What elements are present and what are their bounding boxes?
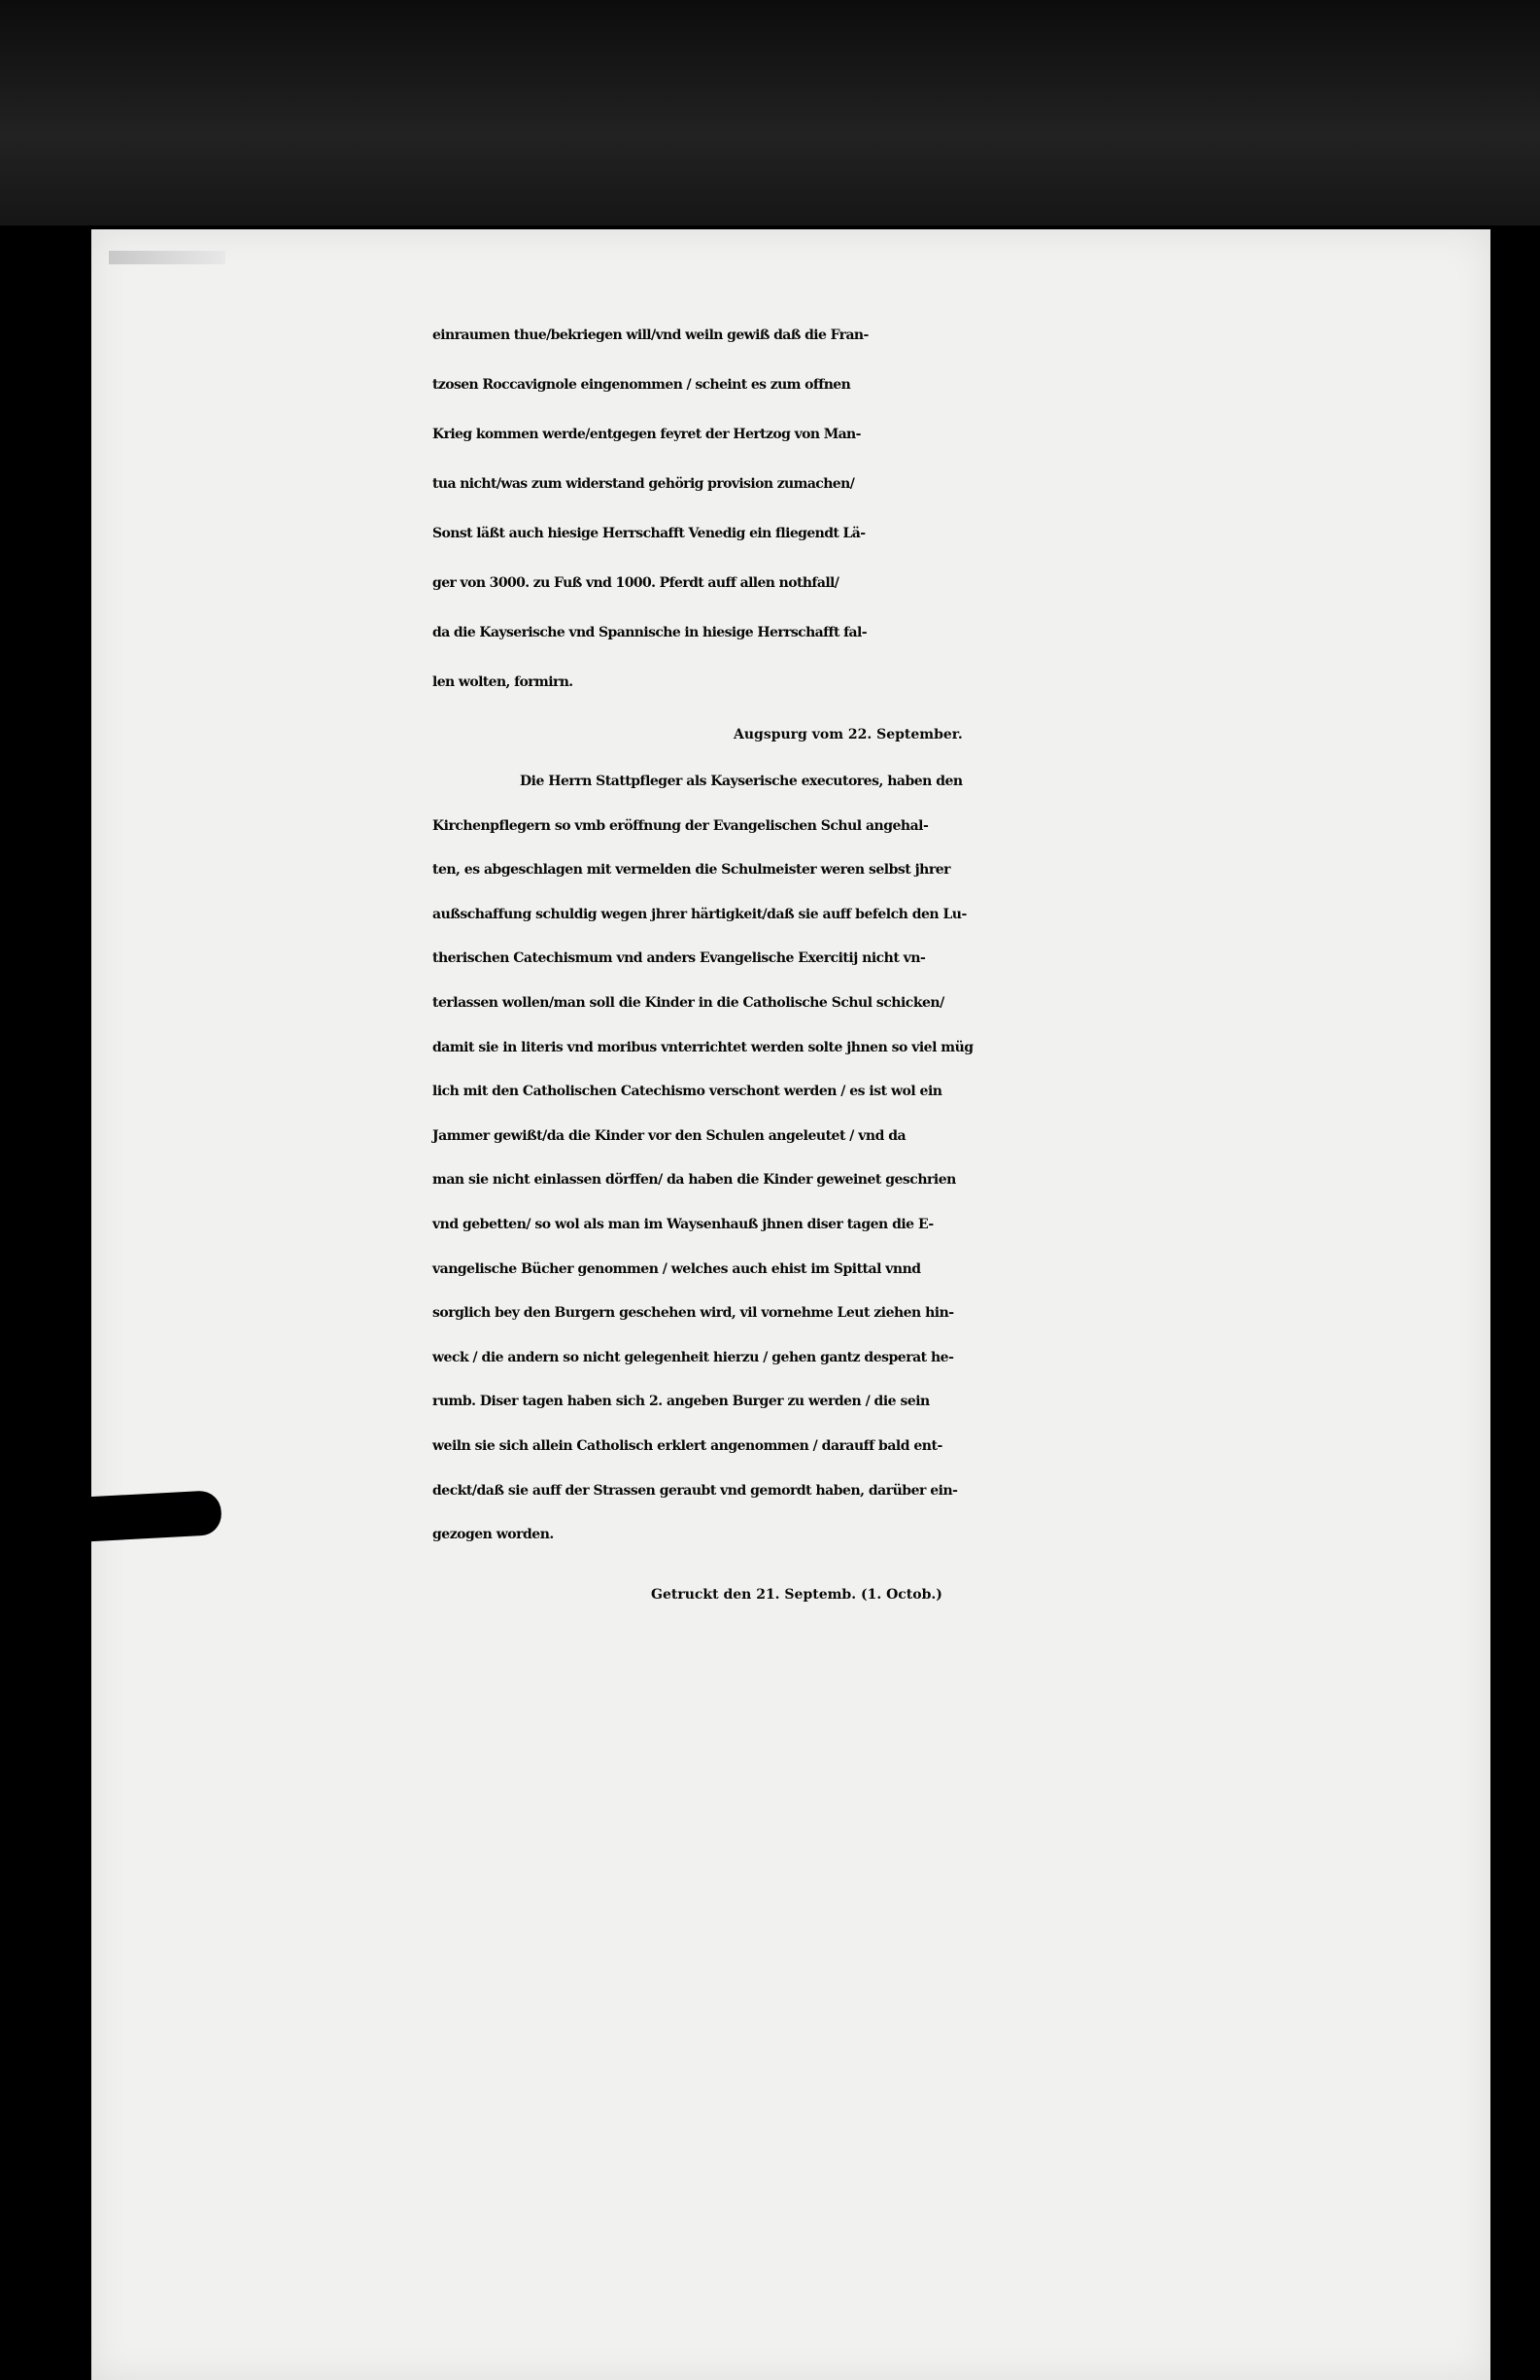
text-line: lich mit den Catholischen Catechismo verschont werden / es ist wol ein [432,1084,942,1100]
text-line: Krieg kommen werde/entgegen feyret der Hertzog von Man- [432,427,861,442]
text-line: weiln sie sich allein Catholisch erklert angenommen / darauff bald ent- [432,1437,942,1454]
text-line: Jammer gewißt/da die Kinder vor den Schulen angeleutet / vnd da [432,1127,907,1144]
text-line: deckt/daß sie auff der Strassen geraubt vnd gemordt haben, darüber ein- [432,1482,958,1499]
text-line: außschaffung schuldig wegen jhrer härtigkeit/daß sie auff befelch den Lu- [432,906,967,922]
text-line: therischen Catechismum vnd anders Evangelische Exercitij nicht vn- [432,950,926,967]
text-line: sorglich bey den Burgern geschehen wird, vil vornehme Leut ziehen hin- [432,1305,954,1322]
dateline-heading: Augspurg vom 22. September. [734,727,963,742]
text-line: len wolten, formirn. [432,674,573,690]
text-line: man sie nicht einlassen dörffen/ da haben die Kinder geweinet geschrien [432,1172,956,1189]
text-line: ger von 3000. zu Fuß vnd 1000. Pferdt auff allen nothfall/ [432,575,839,591]
text-block [432,311,1501,1622]
text-line: vangelische Bücher genommen / welches auch ehist im Spittal vnnd [432,1260,921,1277]
text-line: ten, es abgeschlagen mit vermelden die Schulmeister weren selbst jhrer [432,862,950,879]
text-line: Sonst läßt auch hiesige Herrschafft Venedig ein fliegendt Lä- [432,526,866,541]
text-line: terlassen wollen/man soll die Kinder in die Catholische Schul schicken/ [432,994,944,1011]
text-line: Die Herrn Stattpfleger als Kayserische executores, haben den [520,774,963,789]
text-line: tzosen Roccavignole eingenommen / scheint es zum offnen [432,377,851,393]
text-line: rumb. Diser tagen haben sich 2. angeben Burger zu werden / die sein [432,1394,930,1410]
text-line: einraumen thue/bekriegen will/vnd weiln gewiß daß die Fran- [432,328,869,343]
film-top-band [0,0,1540,225]
text-line: weck / die andern so nicht gelegenheit hierzu / gehen gantz desperat he- [432,1349,954,1365]
text-line: damit sie in literis vnd moribus vnterrichtet werden solte jhnen so viel müg [432,1039,974,1055]
text-line: Kirchenpflegern so vmb eröffnung der Evangelischen Schul angehal- [432,817,929,834]
text-line: gezogen worden. [432,1527,554,1543]
paragraph-1 [432,311,1501,707]
imprint-line: Getruckt den 21. Septemb. (1. Octob.) [651,1586,942,1603]
text-line: da die Kayserische vnd Spannische in hiesige Herrschafft fal- [432,625,867,640]
text-line: tua nicht/was zum widerstand gehörig provision zumachen/ [432,476,855,492]
text-line: vnd gebetten/ so wol als man im Waysenhauß jhnen diser tagen die E- [432,1216,934,1232]
paragraph-2 [432,760,1501,1558]
